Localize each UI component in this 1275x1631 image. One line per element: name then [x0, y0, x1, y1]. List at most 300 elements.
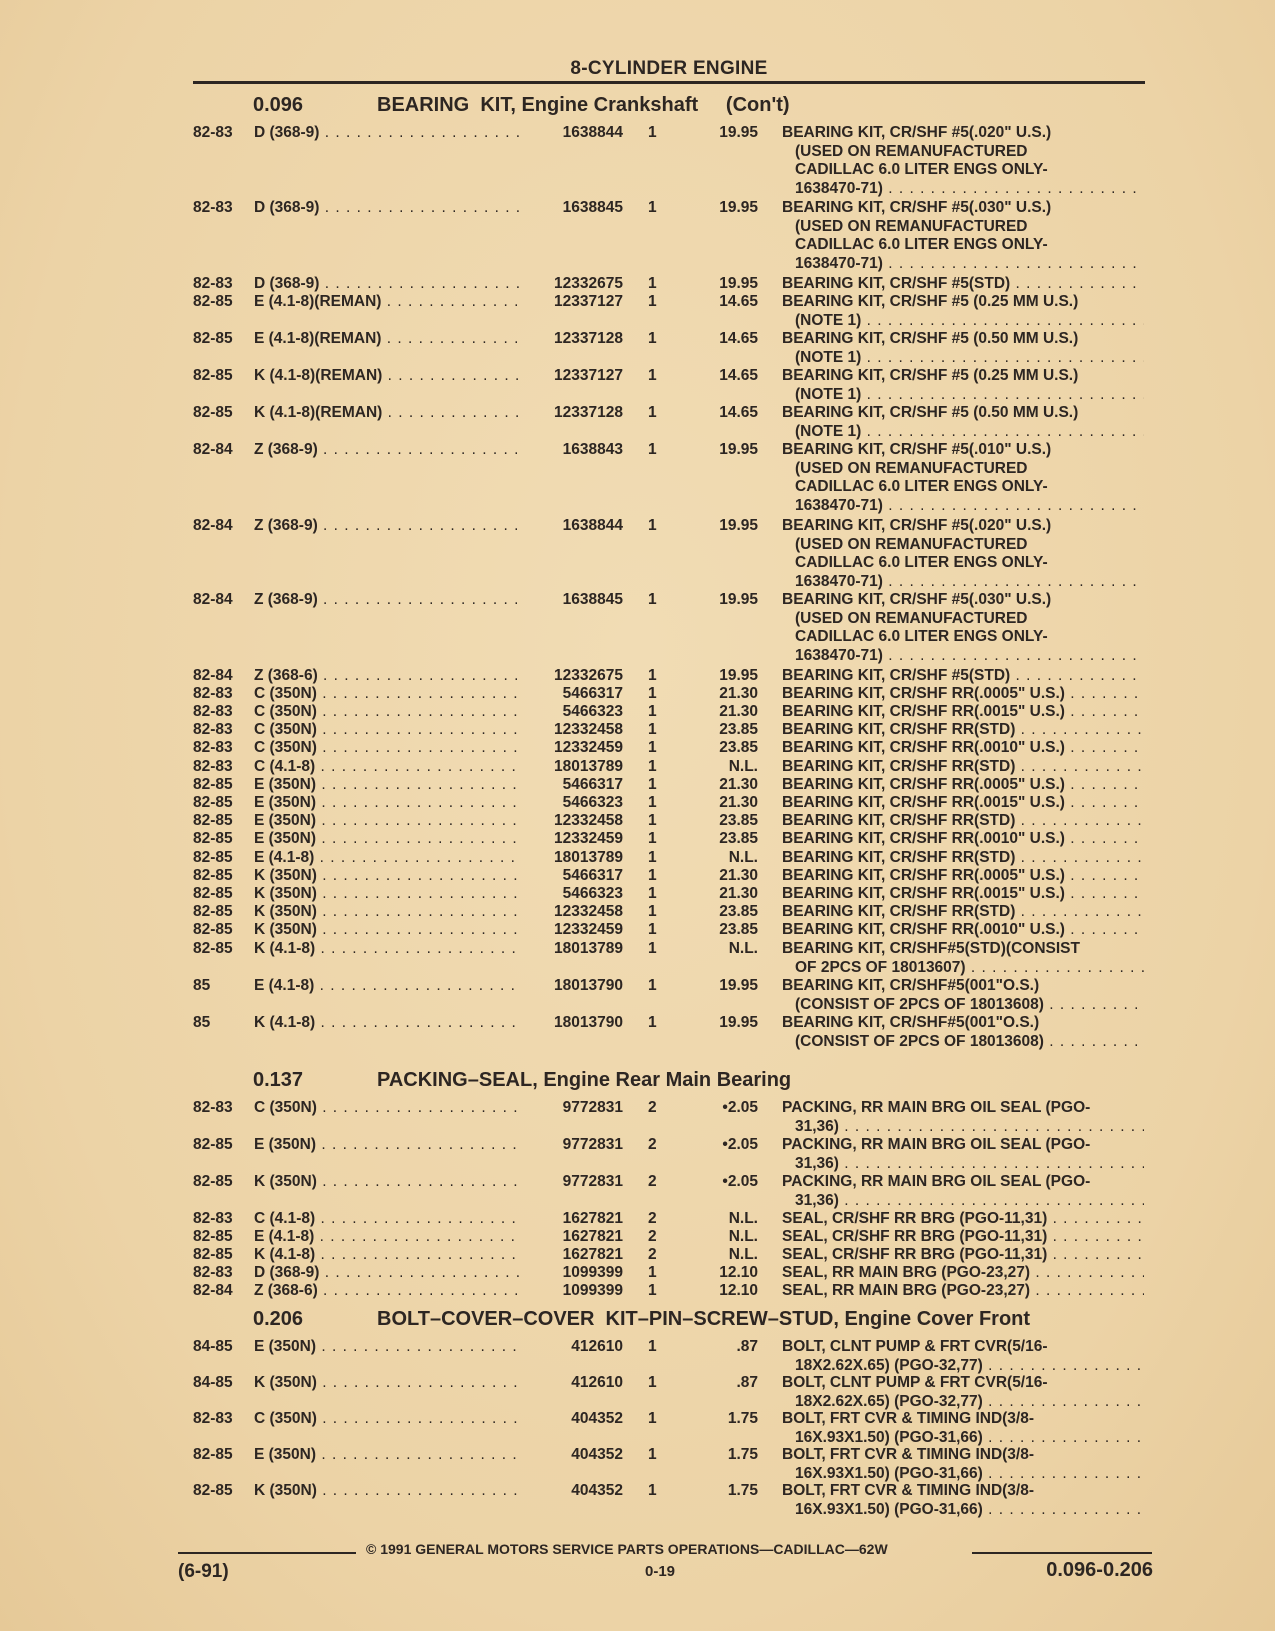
model-years: 82-85 — [193, 885, 233, 902]
quantity: 1 — [648, 1282, 657, 1299]
price: N.L. — [728, 1228, 758, 1245]
part-description — [782, 1136, 1144, 1173]
description-line: SEAL, RR MAIN BRG (PGO-23,27) . . . — [782, 1264, 1144, 1283]
price: 1.75 — [727, 1482, 758, 1499]
part-number: 404352 — [571, 1410, 623, 1427]
part-number: 12337127 — [554, 367, 623, 384]
description-line: 31,36) . . . — [782, 1118, 1144, 1137]
part-number: 1638845 — [562, 199, 623, 216]
model-years: 84-85 — [193, 1338, 233, 1355]
engine-code: K (4.1-8)(REMAN) . . . — [254, 404, 522, 423]
description-line: PACKING, RR MAIN BRG OIL SEAL (PGO- — [782, 1099, 1091, 1116]
description-line: BEARING KIT, CR/SHF#5(001"O.S.) — [782, 1014, 1040, 1031]
section-heading — [253, 94, 790, 117]
engine-code: Z (368-6) . . . — [254, 1282, 522, 1301]
part-number: 5466317 — [562, 685, 623, 702]
price: N.L. — [728, 1246, 758, 1263]
model-years: 82-85 — [193, 849, 233, 866]
description-line: BEARING KIT, CR/SHF#5(001"O.S.) — [782, 977, 1040, 994]
price: •2.05 — [722, 1173, 758, 1190]
model-years: 85 — [193, 1014, 211, 1031]
description-line: BEARING KIT, CR/SHF RR(STD) . . . — [782, 758, 1144, 777]
quantity: 1 — [648, 1338, 657, 1355]
engine-code: C (350N) . . . — [254, 703, 522, 722]
quantity: 2 — [648, 1210, 657, 1227]
description-line: BEARING KIT, CR/SHF #5(.030" U.S.) — [782, 591, 1052, 608]
model-years: 82-85 — [193, 940, 233, 957]
part-number: 5466317 — [562, 867, 623, 884]
section-code: 0.137 — [253, 1069, 304, 1091]
price: 23.85 — [719, 903, 758, 920]
part-description — [782, 794, 1144, 813]
description-line: PACKING, RR MAIN BRG OIL SEAL (PGO- — [782, 1136, 1091, 1153]
description-line: BEARING KIT, CR/SHF RR(.0010" U.S.) . . . — [782, 739, 1144, 758]
part-number: 412610 — [571, 1374, 623, 1391]
description-line: BEARING KIT, CR/SHF #5 (0.25 MM U.S.) — [782, 367, 1079, 384]
part-description — [782, 739, 1144, 758]
description-line: BEARING KIT, CR/SHF #5 (0.25 MM U.S.) — [782, 293, 1079, 310]
engine-code: E (350N) . . . — [254, 776, 522, 795]
engine-code: C (350N) . . . — [254, 739, 522, 758]
engine-code: Z (368-9) . . . — [254, 591, 522, 610]
model-years: 82-85 — [193, 404, 233, 421]
quantity: 2 — [648, 1099, 657, 1116]
part-description — [782, 517, 1144, 592]
part-number: 1099399 — [562, 1264, 623, 1281]
quantity: 1 — [648, 903, 657, 920]
description-line: BEARING KIT, CR/SHF #5(STD) . . . — [782, 667, 1144, 686]
part-number: 12332459 — [554, 830, 623, 847]
engine-code: C (350N) . . . — [254, 1099, 522, 1118]
model-years: 82-85 — [193, 1228, 233, 1245]
engine-code: E (350N) . . . — [254, 1446, 522, 1465]
description-line: 1638470-71) . . . — [782, 647, 1144, 666]
model-years: 82-84 — [193, 591, 233, 608]
description-line: BEARING KIT, CR/SHF #5(STD) . . . — [782, 275, 1144, 294]
description-line: 1638470-71) . . . — [782, 573, 1144, 592]
price: 14.65 — [719, 367, 758, 384]
price: 21.30 — [719, 867, 758, 884]
model-years: 82-85 — [193, 293, 233, 310]
model-years: 82-85 — [193, 903, 233, 920]
price: 19.95 — [719, 591, 758, 608]
quantity: 1 — [648, 404, 657, 421]
quantity: 2 — [648, 1228, 657, 1245]
part-number: 18013789 — [554, 940, 623, 957]
price: 23.85 — [719, 830, 758, 847]
description-line: 16X.93X1.50) (PGO-31,66) . . . — [782, 1429, 1144, 1448]
quantity: 1 — [648, 1014, 657, 1031]
model-years: 82-85 — [193, 330, 233, 347]
part-number: 9772831 — [562, 1099, 623, 1116]
part-description — [782, 1282, 1144, 1301]
model-years: 82-83 — [193, 721, 233, 738]
part-description — [782, 867, 1144, 886]
description-line: BEARING KIT, CR/SHF #5(.010" U.S.) — [782, 441, 1052, 458]
engine-code: K (4.1-8) . . . — [254, 1014, 522, 1033]
part-number: 1627821 — [562, 1210, 623, 1227]
price: 21.30 — [719, 794, 758, 811]
engine-code: K (350N) . . . — [254, 921, 522, 940]
price: 1.75 — [727, 1446, 758, 1463]
description-line: BEARING KIT, CR/SHF RR(.0015" U.S.) . . . — [782, 794, 1144, 813]
quantity: 1 — [648, 124, 657, 141]
engine-code: C (4.1-8) . . . — [254, 1210, 522, 1229]
quantity: 1 — [648, 293, 657, 310]
price: 1.75 — [727, 1410, 758, 1427]
header-rule — [193, 81, 1145, 84]
quantity: 1 — [648, 921, 657, 938]
price: 21.30 — [719, 703, 758, 720]
model-years: 82-85 — [193, 1136, 233, 1153]
description-line: (CONSIST OF 2PCS OF 18013608) . . . — [782, 1033, 1144, 1052]
footer-copyright: © 1991 GENERAL MOTORS SERVICE PARTS OPERATIONS—CADILLAC—62W — [366, 1541, 888, 1557]
section-title: PACKING–SEAL, Engine Rear Main Bearing — [377, 1069, 792, 1091]
description-line: (NOTE 1) . . . — [782, 423, 1144, 442]
quantity: 1 — [648, 1410, 657, 1427]
description-line: 1638470-71) . . . — [782, 497, 1144, 516]
description-line: (USED ON REMANUFACTURED — [795, 459, 1028, 477]
part-number: 18013789 — [554, 758, 623, 775]
part-number: 5466317 — [562, 776, 623, 793]
footer-rule-right — [972, 1552, 1152, 1554]
description-line: BEARING KIT, CR/SHF RR(.0015" U.S.) . . . — [782, 885, 1144, 904]
price: 19.95 — [719, 124, 758, 141]
description-line: BEARING KIT, CR/SHF RR(STD) . . . — [782, 903, 1144, 922]
part-number: 404352 — [571, 1482, 623, 1499]
engine-code: E (4.1-8) . . . — [254, 1228, 522, 1247]
part-description — [782, 199, 1144, 274]
description-line: SEAL, CR/SHF RR BRG (PGO-11,31) . . . — [782, 1210, 1144, 1229]
footer-page-number: 0-19 — [645, 1563, 676, 1580]
quantity: 1 — [648, 776, 657, 793]
price: N.L. — [728, 849, 758, 866]
model-years: 82-85 — [193, 867, 233, 884]
part-number: 12332458 — [554, 812, 623, 829]
part-description — [782, 812, 1144, 831]
quantity: 2 — [648, 1173, 657, 1190]
model-years: 82-85 — [193, 812, 233, 829]
model-years: 82-85 — [193, 1246, 233, 1263]
quantity: 1 — [648, 812, 657, 829]
price: 19.95 — [719, 977, 758, 994]
part-description — [782, 1446, 1144, 1483]
part-number: 12332459 — [554, 739, 623, 756]
engine-code: Z (368-6) . . . — [254, 667, 522, 686]
model-years: 82-85 — [193, 776, 233, 793]
description-line: BEARING KIT, CR/SHF #5 (0.50 MM U.S.) — [782, 330, 1079, 347]
quantity: 1 — [648, 1482, 657, 1499]
part-number: 9772831 — [562, 1136, 623, 1153]
part-description — [782, 903, 1144, 922]
part-number: 9772831 — [562, 1173, 623, 1190]
description-line: CADILLAC 6.0 LITER ENGS ONLY- — [795, 236, 1048, 254]
description-line: BEARING KIT, CR/SHF RR(.0010" U.S.) . . . — [782, 830, 1144, 849]
part-description — [782, 1210, 1144, 1229]
price: 14.65 — [719, 293, 758, 310]
model-years: 84-85 — [193, 1374, 233, 1391]
description-line: BEARING KIT, CR/SHF#5(STD)(CONSIST — [782, 940, 1080, 957]
quantity: 1 — [648, 758, 657, 775]
description-line: BOLT, CLNT PUMP & FRT CVR(5/16- — [782, 1374, 1048, 1391]
description-line: BEARING KIT, CR/SHF RR(STD) . . . — [782, 849, 1144, 868]
quantity: 2 — [648, 1136, 657, 1153]
part-description — [782, 921, 1144, 940]
part-description — [782, 591, 1144, 666]
price: 14.65 — [719, 330, 758, 347]
part-description — [782, 1264, 1144, 1283]
description-line: BOLT, CLNT PUMP & FRT CVR(5/16- — [782, 1338, 1048, 1355]
part-description — [782, 721, 1144, 740]
quantity: 1 — [648, 703, 657, 720]
model-years: 82-83 — [193, 199, 233, 216]
price: 12.10 — [719, 1264, 758, 1281]
engine-code: E (4.1-8)(REMAN) . . . — [254, 293, 522, 312]
price: .87 — [736, 1374, 758, 1391]
part-description — [782, 275, 1144, 294]
part-number: 12337128 — [554, 404, 623, 421]
description-line: 31,36) . . . — [782, 1192, 1144, 1211]
part-number: 1627821 — [562, 1228, 623, 1245]
engine-code: K (350N) . . . — [254, 867, 522, 886]
engine-code: K (350N) . . . — [254, 903, 522, 922]
part-description — [782, 977, 1144, 1014]
price: 14.65 — [719, 404, 758, 421]
price: 21.30 — [719, 885, 758, 902]
quantity: 1 — [648, 1374, 657, 1391]
description-line: 18X2.62X.65) (PGO-32,77) . . . — [782, 1393, 1144, 1412]
model-years: 82-84 — [193, 1282, 233, 1299]
model-years: 82-83 — [193, 739, 233, 756]
description-line: 16X.93X1.50) (PGO-31,66) . . . — [782, 1501, 1144, 1520]
description-line: (NOTE 1) . . . — [782, 386, 1144, 405]
price: 21.30 — [719, 685, 758, 702]
part-description — [782, 1482, 1144, 1519]
price: 19.95 — [719, 517, 758, 534]
quantity: 1 — [648, 667, 657, 684]
model-years: 82-83 — [193, 703, 233, 720]
part-description — [782, 776, 1144, 795]
price: N.L. — [728, 940, 758, 957]
part-description — [782, 1410, 1144, 1447]
part-number: 5466323 — [562, 703, 623, 720]
description-line: CADILLAC 6.0 LITER ENGS ONLY- — [795, 161, 1048, 179]
description-line: (USED ON REMANUFACTURED — [795, 609, 1028, 627]
part-description — [782, 1374, 1144, 1411]
description-line: (USED ON REMANUFACTURED — [795, 535, 1028, 553]
part-number: 1627821 — [562, 1246, 623, 1263]
part-description — [782, 404, 1144, 441]
model-years: 82-85 — [193, 1173, 233, 1190]
section-code: 0.206 — [253, 1308, 304, 1330]
model-years: 82-84 — [193, 667, 233, 684]
quantity: 1 — [648, 721, 657, 738]
description-line: BEARING KIT, CR/SHF #5(.030" U.S.) — [782, 199, 1052, 216]
part-number: 1638844 — [562, 517, 623, 534]
part-description — [782, 940, 1144, 977]
description-line: SEAL, RR MAIN BRG (PGO-23,27) . . . — [782, 1282, 1144, 1301]
description-line: OF 2PCS OF 18013607) . . . — [782, 959, 1144, 978]
model-years: 82-83 — [193, 1099, 233, 1116]
engine-code: K (350N) . . . — [254, 885, 522, 904]
price: N.L. — [728, 758, 758, 775]
quantity: 1 — [648, 330, 657, 347]
model-years: 82-83 — [193, 275, 233, 292]
quantity: 1 — [648, 517, 657, 534]
price: 23.85 — [719, 812, 758, 829]
quantity: 1 — [648, 885, 657, 902]
part-number: 5466323 — [562, 885, 623, 902]
price: 23.85 — [719, 721, 758, 738]
section-heading — [253, 1069, 791, 1092]
part-description — [782, 885, 1144, 904]
price: 23.85 — [719, 739, 758, 756]
description-line: (NOTE 1) . . . — [782, 349, 1144, 368]
section-heading — [253, 1308, 1030, 1331]
description-line: SEAL, CR/SHF RR BRG (PGO-11,31) . . . — [782, 1228, 1144, 1247]
quantity: 1 — [648, 1446, 657, 1463]
part-description — [782, 703, 1144, 722]
engine-code: K (4.1-8) . . . — [254, 1246, 522, 1265]
quantity: 1 — [648, 977, 657, 994]
description-line: 1638470-71) . . . — [782, 180, 1144, 199]
description-line: 31,36) . . . — [782, 1155, 1144, 1174]
description-line: 16X.93X1.50) (PGO-31,66) . . . — [782, 1465, 1144, 1484]
engine-code: E (350N) . . . — [254, 1338, 522, 1357]
section-title: BOLT–COVER–COVER KIT–PIN–SCREW–STUD, Engine Cover Front — [377, 1308, 1031, 1330]
engine-code: E (350N) . . . — [254, 812, 522, 831]
description-line: PACKING, RR MAIN BRG OIL SEAL (PGO- — [782, 1173, 1091, 1190]
part-number: 18013790 — [554, 1014, 623, 1031]
price: •2.05 — [722, 1099, 758, 1116]
quantity: 1 — [648, 867, 657, 884]
model-years: 82-83 — [193, 758, 233, 775]
price: 19.95 — [719, 667, 758, 684]
description-line: BEARING KIT, CR/SHF RR(.0015" U.S.) . . . — [782, 703, 1144, 722]
part-number: 18013789 — [554, 849, 623, 866]
description-line: 18X2.62X.65) (PGO-32,77) . . . — [782, 1357, 1144, 1376]
part-number: 12332458 — [554, 721, 623, 738]
description-line: BEARING KIT, CR/SHF RR(.0010" U.S.) . . . — [782, 921, 1144, 940]
description-line: CADILLAC 6.0 LITER ENGS ONLY- — [795, 478, 1048, 496]
engine-code: E (350N) . . . — [254, 1136, 522, 1155]
part-number: 12332459 — [554, 921, 623, 938]
description-line: (NOTE 1) . . . — [782, 312, 1144, 331]
description-line: CADILLAC 6.0 LITER ENGS ONLY- — [795, 554, 1048, 572]
description-line: BEARING KIT, CR/SHF #5(.020" U.S.) — [782, 517, 1052, 534]
part-description — [782, 441, 1144, 516]
description-line: 1638470-71) . . . — [782, 255, 1144, 274]
engine-code: K (350N) . . . — [254, 1374, 522, 1393]
quantity: 1 — [648, 275, 657, 292]
quantity: 1 — [648, 940, 657, 957]
quantity: 1 — [648, 794, 657, 811]
quantity: 1 — [648, 739, 657, 756]
part-number: 1099399 — [562, 1282, 623, 1299]
model-years: 82-85 — [193, 794, 233, 811]
description-line: (CONSIST OF 2PCS OF 18013608) . . . — [782, 996, 1144, 1015]
footer-section-range: 0.096-0.206 — [1046, 1559, 1153, 1581]
part-description — [782, 367, 1144, 404]
model-years: 82-83 — [193, 1410, 233, 1427]
price: 19.95 — [719, 199, 758, 216]
page-title: 8-CYLINDER ENGINE — [570, 58, 768, 79]
description-line: BOLT, FRT CVR & TIMING IND(3/8- — [782, 1482, 1035, 1499]
part-description — [782, 1099, 1144, 1136]
engine-code: D (368-9) . . . — [254, 124, 522, 143]
part-description — [782, 1338, 1144, 1375]
quantity: 1 — [648, 591, 657, 608]
description-line: BOLT, FRT CVR & TIMING IND(3/8- — [782, 1446, 1035, 1463]
description-line: BOLT, FRT CVR & TIMING IND(3/8- — [782, 1410, 1035, 1427]
part-number: 12337127 — [554, 293, 623, 310]
price: 12.10 — [719, 1282, 758, 1299]
description-line: BEARING KIT, CR/SHF RR(.0005" U.S.) . . . — [782, 776, 1144, 795]
price: 19.95 — [719, 1014, 758, 1031]
model-years: 82-84 — [193, 441, 233, 458]
part-description — [782, 667, 1144, 686]
footer-revision-date: (6-91) — [178, 1561, 229, 1582]
part-description — [782, 1173, 1144, 1210]
description-line: BEARING KIT, CR/SHF RR(.0005" U.S.) . . . — [782, 867, 1144, 886]
part-description — [782, 124, 1144, 199]
price: 23.85 — [719, 921, 758, 938]
part-description — [782, 685, 1144, 704]
model-years: 82-85 — [193, 1482, 233, 1499]
quantity: 1 — [648, 1264, 657, 1281]
price: •2.05 — [722, 1136, 758, 1153]
quantity: 1 — [648, 441, 657, 458]
model-years: 82-83 — [193, 685, 233, 702]
engine-code: K (4.1-8)(REMAN) . . . — [254, 367, 522, 386]
engine-code: C (4.1-8) . . . — [254, 758, 522, 777]
price: N.L. — [728, 1210, 758, 1227]
engine-code: K (350N) . . . — [254, 1173, 522, 1192]
model-years: 82-84 — [193, 517, 233, 534]
description-line: (USED ON REMANUFACTURED — [795, 217, 1028, 235]
engine-code: D (368-9) . . . — [254, 275, 522, 294]
description-line: BEARING KIT, CR/SHF #5(.020" U.S.) — [782, 124, 1052, 141]
engine-code: C (350N) . . . — [254, 685, 522, 704]
price: .87 — [736, 1338, 758, 1355]
engine-code: Z (368-9) . . . — [254, 517, 522, 536]
model-years: 82-85 — [193, 367, 233, 384]
part-number: 412610 — [571, 1338, 623, 1355]
model-years: 82-83 — [193, 1264, 233, 1281]
engine-code: Z (368-9) . . . — [254, 441, 522, 460]
part-number: 1638843 — [562, 441, 623, 458]
part-number: 12332675 — [554, 275, 623, 292]
part-number: 12332458 — [554, 903, 623, 920]
part-number: 12337128 — [554, 330, 623, 347]
price: 19.95 — [719, 441, 758, 458]
model-years: 82-85 — [193, 921, 233, 938]
engine-code: E (350N) . . . — [254, 830, 522, 849]
model-years: 85 — [193, 977, 211, 994]
footer-rule-left — [178, 1552, 356, 1554]
part-number: 12332675 — [554, 667, 623, 684]
part-description — [782, 1246, 1144, 1265]
engine-code: D (368-9) . . . — [254, 199, 522, 218]
engine-code: E (4.1-8) . . . — [254, 977, 522, 996]
description-line: CADILLAC 6.0 LITER ENGS ONLY- — [795, 628, 1048, 646]
engine-code: K (350N) . . . — [254, 1482, 522, 1501]
engine-code: E (4.1-8) . . . — [254, 849, 522, 868]
description-line: BEARING KIT, CR/SHF RR(.0005" U.S.) . . . — [782, 685, 1144, 704]
description-line: SEAL, CR/SHF RR BRG (PGO-11,31) . . . — [782, 1246, 1144, 1265]
part-description — [782, 330, 1144, 367]
engine-code: D (368-9) . . . — [254, 1264, 522, 1283]
